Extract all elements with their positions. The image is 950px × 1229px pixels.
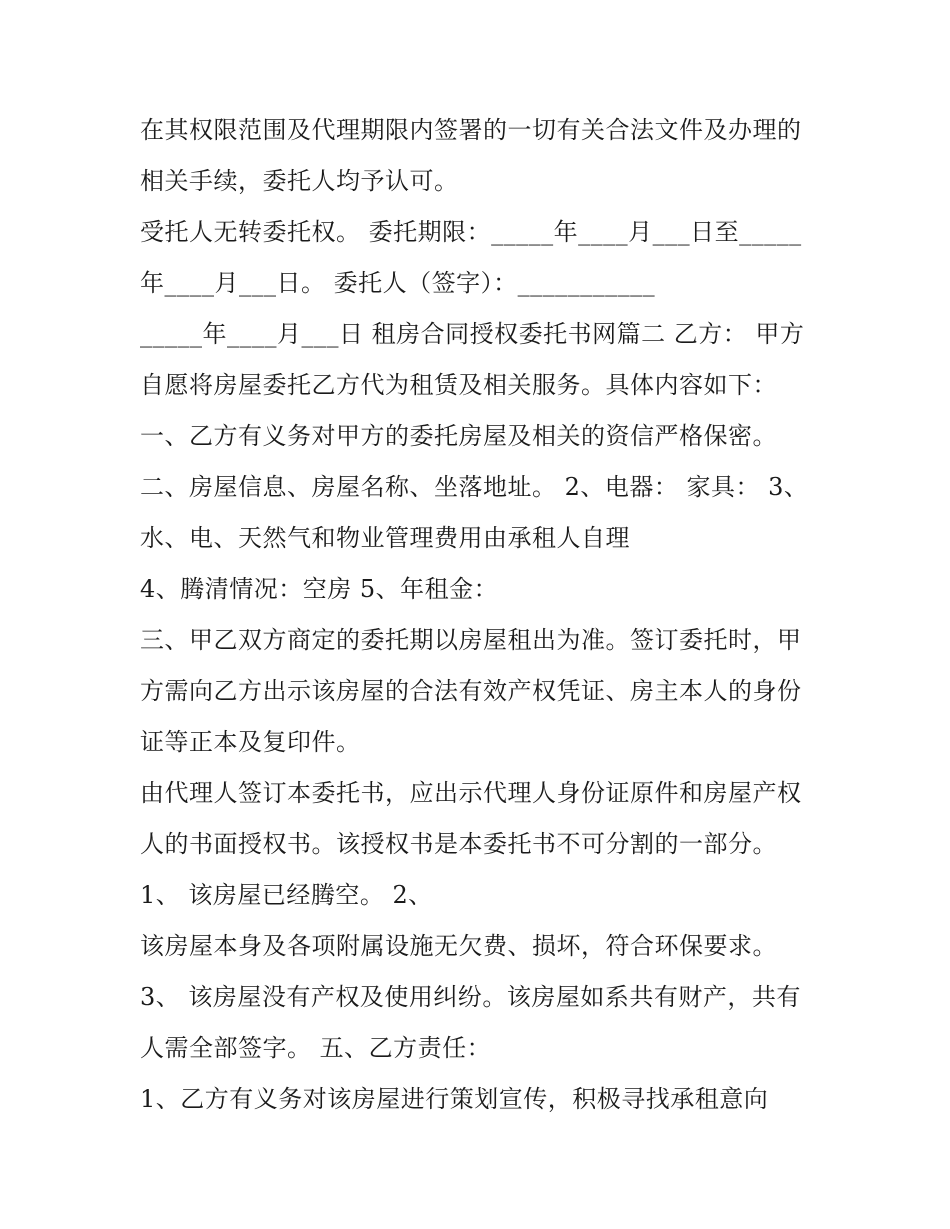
- document-body: [140, 105, 820, 1125]
- text-line: 人需全部签字。 五、乙方责任：: [140, 1034, 492, 1062]
- text-line: 该房屋本身及各项附属设施无欠费、损坏，符合环保要求。: [140, 932, 777, 960]
- text-line: 年____月___日。 委托人（签字）：___________: [140, 269, 656, 297]
- text-line: 相关手续，委托人均予认可。: [140, 167, 459, 195]
- text-line: 3、 该房屋没有产权及使用纠纷。该房屋如系共有财产，共有: [140, 983, 801, 1011]
- text-line: 方需向乙方出示该房屋的合法有效产权凭证、房主本人的身份: [140, 677, 802, 705]
- text-line: 1、乙方有义务对该房屋进行策划宣传，积极寻找承租意向: [140, 1085, 769, 1113]
- text-line: 自愿将房屋委托乙方代为租赁及相关服务。具体内容如下：: [140, 371, 777, 399]
- text-line: 由代理人签订本委托书，应出示代理人身份证原件和房屋产权: [140, 779, 802, 807]
- text-line: 水、电、天然气和物业管理费用由承租人自理: [140, 524, 630, 552]
- text-line: 三、甲乙双方商定的委托期以房屋租出为准。签订委托时，甲: [140, 626, 802, 654]
- text-line: _____年____月___日 租房合同授权委托书网篇二 乙方： 甲方: [140, 320, 805, 348]
- text-line: 一、乙方有义务对甲方的委托房屋及相关的资信严格保密。: [140, 422, 777, 450]
- text-line: 人的书面授权书。该授权书是本委托书不可分割的一部分。: [140, 830, 777, 858]
- text-line: 在其权限范围及代理期限内签署的一切有关合法文件及办理的: [140, 116, 802, 144]
- text-line: 二、房屋信息、房屋名称、坐落地址。 2、电器： 家具： 3、: [140, 473, 809, 501]
- text-line: 证等正本及复印件。: [140, 728, 361, 756]
- text-line: 受托人无转委托权。 委托期限：_____年____月___日至_____: [140, 218, 802, 246]
- text-line: 4、腾清情况：空房 5、年租金：: [140, 575, 499, 603]
- text-line: 1、 该房屋已经腾空。 2、: [140, 881, 433, 909]
